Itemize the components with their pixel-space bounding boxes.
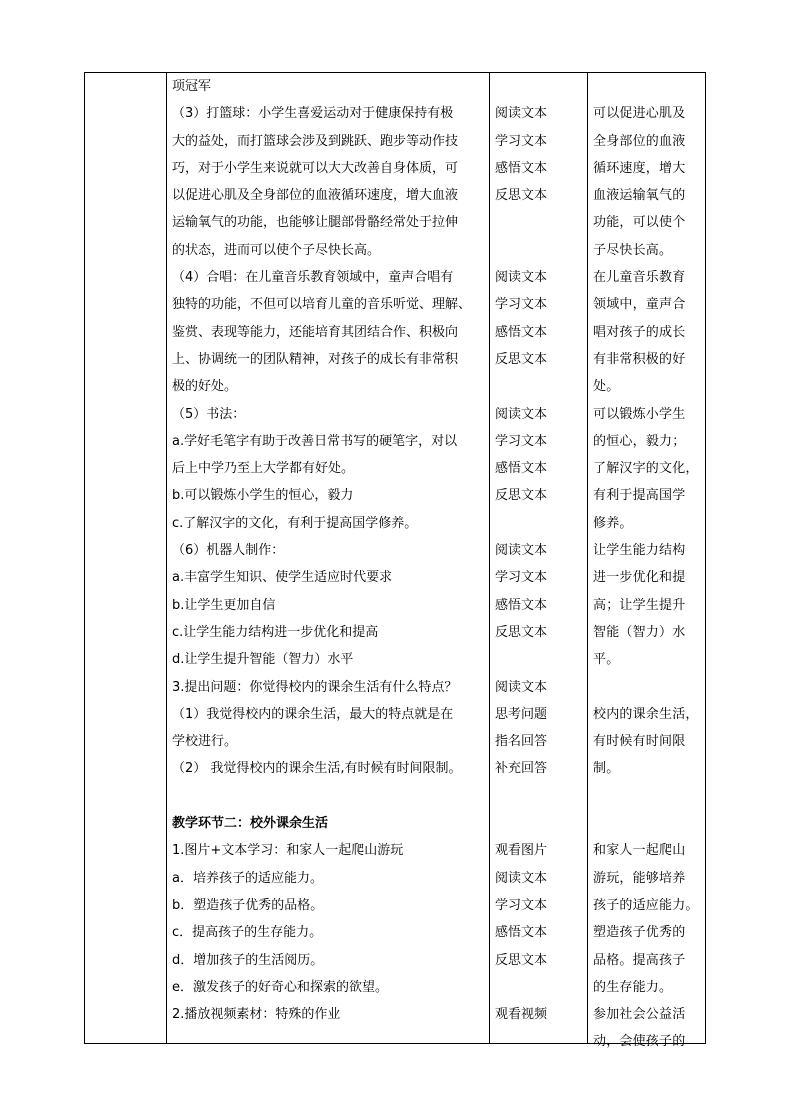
text-line xyxy=(495,510,583,537)
text-line: 以促进心肌及全身部位的血液循环速度，增大血液 xyxy=(172,188,459,204)
text-line xyxy=(593,810,705,837)
text-line: 唱对孩子的成长 xyxy=(593,324,686,340)
text-line: 血液运输氧气的 xyxy=(593,188,686,204)
text-line: 修养。 xyxy=(593,515,633,531)
text-line: b.可以锻炼小学生的恒心，毅力 xyxy=(172,488,354,504)
text-line: 学习文本 xyxy=(495,897,548,913)
text-line: 可以促进心肌及 xyxy=(593,106,686,122)
text-line: 高；让学生提升 xyxy=(593,597,686,613)
text-line: 阅读文本 xyxy=(495,679,548,695)
text-line: 阅读文本 xyxy=(495,106,548,122)
text-line: 的生存能力。 xyxy=(593,979,673,995)
text-line: 1.图片+文本学习：和家人一起爬山游玩 xyxy=(172,843,404,859)
text-line xyxy=(495,646,583,673)
lesson-table xyxy=(84,72,706,1050)
text-line: 反思文本 xyxy=(495,488,548,504)
text-line: 平。 xyxy=(593,652,620,668)
text-line: 进一步优化和提 xyxy=(593,570,686,586)
text-line: 学习文本 xyxy=(495,133,548,149)
text-line: d．增加孩子的生活阅历。 xyxy=(172,952,324,968)
text-line: 循环速度，增大 xyxy=(593,160,686,176)
text-line: （5）书法： xyxy=(172,406,246,422)
text-line: 独特的功能，不但可以培育儿童的音乐听觉、理解、 xyxy=(172,297,472,313)
text-line: 3.提出问题：你觉得校内的课余生活有什么特点？ xyxy=(172,679,458,695)
text-line: 2.播放视频素材：特殊的作业 xyxy=(172,1007,341,1023)
text-line: 处。 xyxy=(593,379,620,395)
text-line: 上、协调统一的团队精神，对孩子的成长有非常积 xyxy=(172,351,459,367)
text-line: 运输氧气的功能，也能够让腿部骨骼经常处于拉伸 xyxy=(172,215,459,231)
text-line xyxy=(495,783,583,810)
text-line xyxy=(495,810,583,837)
text-line: 子尽快长高。 xyxy=(593,242,673,258)
text-line: 领域中，童声合 xyxy=(593,297,686,313)
text-line: 后上中学乃至上大学都有好处。 xyxy=(172,461,355,477)
text-line: 有非常积极的好 xyxy=(593,351,686,367)
text-line xyxy=(593,73,705,100)
text-line: 补充回答 xyxy=(495,761,548,777)
text-line: 学习文本 xyxy=(495,570,548,586)
text-line: 制。 xyxy=(593,761,620,777)
text-line xyxy=(495,209,583,236)
text-line: 智能（智力）水 xyxy=(593,624,686,640)
text-line: 感悟文本 xyxy=(495,597,548,613)
text-line: （2） 我觉得校内的课余生活,有时候有时间限制。 xyxy=(172,761,462,777)
text-line: a.学好毛笔字有助于改善日常书写的硬笔字，对以 xyxy=(172,433,458,449)
text-line: 在儿童音乐教育 xyxy=(593,270,686,286)
text-line xyxy=(495,373,583,400)
text-line: 游玩，能够培养 xyxy=(593,870,686,886)
text-line: 大的益处，而打篮球会涉及到跳跃、跑步等动作技 xyxy=(172,133,459,149)
text-line xyxy=(495,237,583,264)
text-line: 有利于提高国学 xyxy=(593,488,686,504)
column-divider xyxy=(166,73,167,1043)
text-line: 的状态，进而可以使个子尽快长高。 xyxy=(172,242,381,258)
text-line: 鉴赏、表现等能力，还能培育其团结合作、积极向 xyxy=(172,324,459,340)
text-line: 全身部位的血液 xyxy=(593,133,686,149)
text-line: c.让学生能力结构进一步优化和提高 xyxy=(172,624,379,640)
text-line: 感悟文本 xyxy=(495,925,548,941)
text-line: 学习文本 xyxy=(495,297,548,313)
text-line: 反思文本 xyxy=(495,351,548,367)
text-line: 学校进行。 xyxy=(172,734,238,750)
text-line: e．激发孩子的好奇心和探索的欲望。 xyxy=(172,979,388,995)
text-line xyxy=(495,73,583,100)
text-line: 阅读文本 xyxy=(495,870,548,886)
text-line: 教学环节二：校外课余生活 xyxy=(172,816,329,832)
text-line xyxy=(495,974,583,1001)
text-line: 品格。提高孩子 xyxy=(593,952,686,968)
text-line: 让学生能力结构 xyxy=(593,543,686,559)
text-line: 塑造孩子优秀的 xyxy=(593,925,686,941)
text-line xyxy=(593,783,705,810)
text-line: c．提高孩子的生存能力。 xyxy=(172,925,323,941)
text-line: 反思文本 xyxy=(495,188,548,204)
text-line: 功能，可以使个 xyxy=(593,215,686,231)
text-line: 学习文本 xyxy=(495,433,548,449)
text-line: 观看视频 xyxy=(495,1007,548,1023)
text-line: c.了解汉字的文化，有利于提高国学修养。 xyxy=(172,515,418,531)
text-line: d.让学生提升智能（智力）水平 xyxy=(172,652,354,668)
text-line: 和家人一起爬山 xyxy=(593,843,686,859)
text-line: （4）合唱：在儿童音乐教育领域中，童声合唱有 xyxy=(172,270,454,286)
text-line: 极的好处。 xyxy=(172,379,238,395)
text-line: 感悟文本 xyxy=(495,324,548,340)
text-line: （1）我觉得校内的课余生活，最大的特点就是在 xyxy=(172,706,454,722)
text-line: b．塑造孩子优秀的品格。 xyxy=(172,897,324,913)
text-line xyxy=(593,674,705,701)
text-line: b.让学生更加自信 xyxy=(172,597,276,613)
text-line: 有时候有时间限 xyxy=(593,734,686,750)
text-line: 动，会使孩子的 xyxy=(593,1034,686,1050)
text-line: 校内的课余生活， xyxy=(593,706,699,722)
text-line: a．培养孩子的适应能力。 xyxy=(172,870,323,886)
text-line: （6）机器人制作： xyxy=(172,543,285,559)
text-line: （3）打篮球：小学生喜爱运动对于健康保持有极 xyxy=(172,106,454,122)
text-line: 巧，对于小学生来说就可以大大改善自身体质，可 xyxy=(172,160,459,176)
design-intent-column xyxy=(593,73,705,1056)
text-line: 反思文本 xyxy=(495,624,548,640)
text-line: 感悟文本 xyxy=(495,160,548,176)
text-line: 可以锻炼小学生 xyxy=(593,406,686,422)
text-line: 阅读文本 xyxy=(495,543,548,559)
text-line: a.丰富学生知识、使学生适应时代要求 xyxy=(172,570,393,586)
text-line: 反思文本 xyxy=(495,952,548,968)
teaching-content-column xyxy=(172,73,490,1028)
text-line: 思考问题 xyxy=(495,706,548,722)
column-divider xyxy=(587,73,588,1043)
text-line: 阅读文本 xyxy=(495,406,548,422)
text-line: 的恒心，毅力； xyxy=(593,433,686,449)
text-line: 指名回答 xyxy=(495,734,548,750)
text-line: 观看图片 xyxy=(495,843,548,859)
text-line xyxy=(172,783,490,810)
text-line: 了解汉字的文化， xyxy=(593,461,699,477)
student-activity-column xyxy=(495,73,583,1028)
text-line: 感悟文本 xyxy=(495,461,548,477)
text-line: 孩子的适应能力。 xyxy=(593,897,699,913)
text-line: 参加社会公益活 xyxy=(593,1007,686,1023)
text-line: 项冠军 xyxy=(172,79,212,94)
text-line: 阅读文本 xyxy=(495,270,548,286)
